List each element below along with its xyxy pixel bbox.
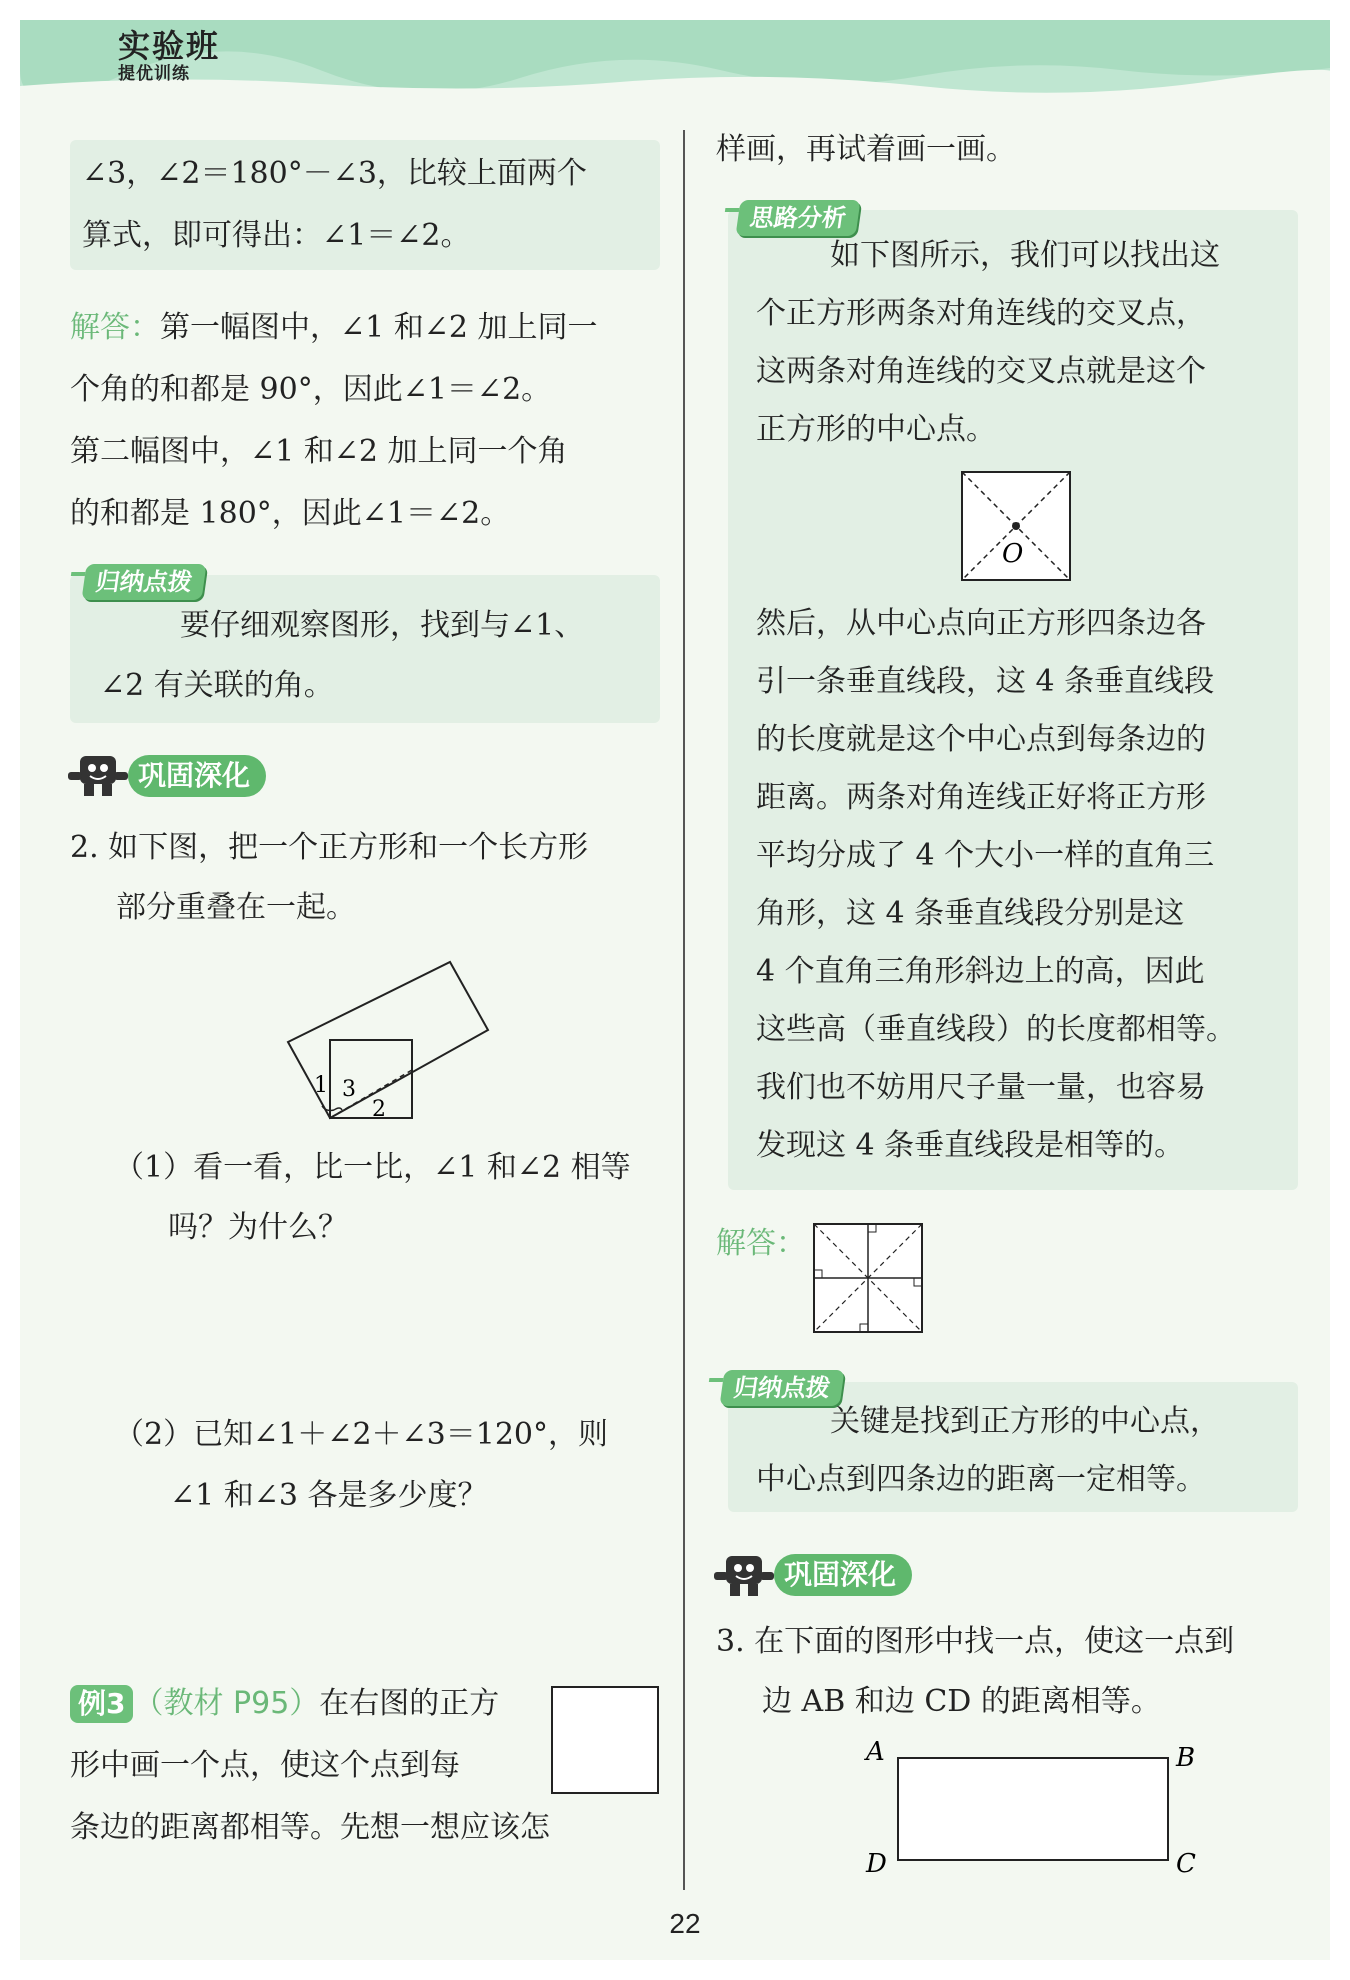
analysis-line: 然后，从中心点向正方形四条边各 <box>756 606 1206 641</box>
question-2-part1: （1）看一看，比一比，∠1 和∠2 相等 <box>114 1150 631 1185</box>
analysis-line: 发现这 4 条垂直线段是相等的。 <box>756 1128 1185 1163</box>
angle-1-label: 1 <box>314 1073 328 1098</box>
answer-line: 第二幅图中，∠1 和∠2 加上同一个角 <box>70 434 568 469</box>
summary-line: 关键是找到正方形的中心点， <box>830 1404 1220 1439</box>
example-3-line: 形中画一个点，使这个点到每 <box>70 1748 460 1783</box>
continuation-line: 算式，即可得出：∠1＝∠2。 <box>82 218 471 253</box>
practice-tag: 巩固深化 <box>128 755 266 797</box>
analysis-line: 引一条垂直线段，这 4 条垂直线段 <box>756 664 1215 699</box>
summary-tag: 归纳点拨 <box>719 1370 844 1406</box>
angle-2-label: 2 <box>372 1097 386 1122</box>
angle-3-label: 3 <box>342 1077 356 1102</box>
center-point <box>1012 522 1020 530</box>
question-2-part2: ∠1 和∠3 各是多少度？ <box>170 1478 488 1513</box>
answer-paragraph <box>70 298 598 358</box>
continuation-line: 样画，再试着画一画。 <box>716 132 1016 167</box>
analysis-line: 的长度就是这个中心点到每条边的 <box>756 722 1206 757</box>
brand-subtitle: 提优训练 <box>118 64 190 84</box>
analysis-line: 正方形的中心点。 <box>756 412 996 447</box>
practice-tag: 巩固深化 <box>774 1554 912 1596</box>
summary-line: ∠2 有关联的角。 <box>100 668 334 703</box>
robot-icon <box>712 1550 778 1600</box>
answer-label: 解答： <box>716 1226 806 1261</box>
analysis-line: 个正方形两条对角连线的交叉点， <box>756 296 1206 331</box>
analysis-line: 这些高（垂直线段）的长度都相等。 <box>756 1012 1236 1047</box>
overlap-figure <box>270 950 510 1130</box>
summary-tag: 归纳点拨 <box>81 564 206 600</box>
robot-icon <box>66 750 132 800</box>
brand-logo <box>118 28 220 84</box>
analysis-line: 4 个直角三角形斜边上的高，因此 <box>756 954 1205 989</box>
center-diagram <box>960 470 1074 584</box>
center-label: O <box>1002 539 1024 569</box>
answer-line: 个角的和都是 90°，因此∠1＝∠2。 <box>70 372 552 407</box>
angle-arc <box>334 1108 342 1110</box>
brand-title: 实验班 <box>118 27 221 65</box>
example-badge: 例3 <box>70 1685 133 1723</box>
analysis-line: 我们也不妨用尺子量一量，也容易 <box>756 1070 1206 1105</box>
question-2-line: 部分重叠在一起。 <box>116 890 356 925</box>
column-divider <box>683 130 685 1890</box>
rectangle-abcd-figure <box>860 1736 1220 1876</box>
vertex-c-label: C <box>1176 1849 1196 1876</box>
example-3-line: 条边的距离都相等。先想一想应该怎 <box>70 1810 550 1845</box>
question-3-line: 3. 在下面的图形中找一点，使这一点到 <box>716 1624 1235 1659</box>
answer-line: 的和都是 180°，因此∠1＝∠2。 <box>70 496 511 531</box>
question-2-part1: 吗？为什么？ <box>168 1210 348 1245</box>
example-3-line <box>70 1674 499 1734</box>
analysis-tag: 思路分析 <box>735 200 860 236</box>
question-3-line: 边 AB 和边 CD 的距离相等。 <box>762 1684 1161 1719</box>
analysis-line: 距离。两条对角连线正好将正方形 <box>756 780 1206 815</box>
summary-line: 要仔细观察图形，找到与∠1、 <box>180 608 585 643</box>
answer-line: 第一幅图中，∠1 和∠2 加上同一 <box>160 310 598 345</box>
question-2-part2: （2）已知∠1＋∠2＋∠3＝120°，则 <box>114 1417 609 1452</box>
example-square <box>550 1685 662 1797</box>
continuation-line: ∠3，∠2＝180°－∠3，比较上面两个 <box>82 156 587 191</box>
analysis-line: 如下图所示，我们可以找出这 <box>830 238 1220 273</box>
vertex-b-label: B <box>1176 1743 1196 1773</box>
answer-diagram <box>812 1222 926 1336</box>
answer-label: 解答： <box>70 310 160 345</box>
question-2-line: 2. 如下图，把一个正方形和一个长方形 <box>70 830 589 865</box>
vertex-d-label: D <box>866 1849 887 1876</box>
analysis-line: 角形，这 4 条垂直线段分别是这 <box>756 896 1185 931</box>
example-text: 在右图的正方 <box>319 1686 500 1721</box>
page-number: 22 <box>669 1908 701 1939</box>
example-reference: （教材 P95） <box>133 1686 320 1721</box>
analysis-line: 这两条对角连线的交叉点就是这个 <box>756 354 1206 389</box>
analysis-line: 平均分成了 4 个大小一样的直角三 <box>756 838 1215 873</box>
summary-line: 中心点到四条边的距离一定相等。 <box>756 1462 1206 1497</box>
vertex-a-label: A <box>866 1737 885 1767</box>
